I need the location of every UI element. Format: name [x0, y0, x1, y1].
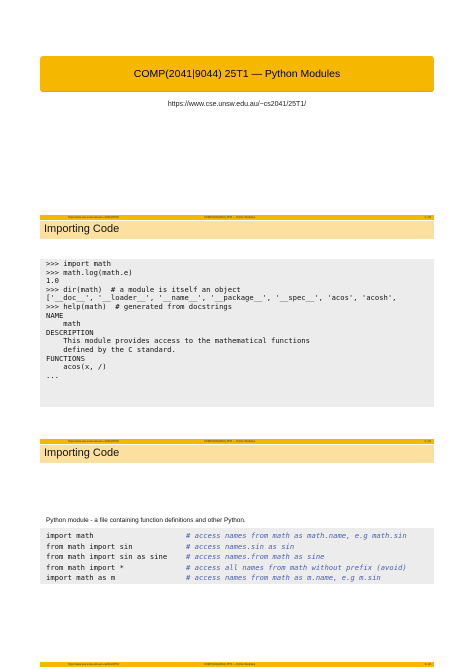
slide-header-strip — [40, 215, 434, 220]
import-row — [46, 552, 432, 563]
import-row — [46, 563, 432, 574]
title-banner — [40, 56, 434, 91]
slide-heading: Importing Code — [44, 447, 120, 459]
strip-page-number: 2 / 22 — [424, 440, 431, 443]
document-title: COMP(2041|9044) 25T1 — Python Modules — [133, 67, 341, 80]
code-line: >>> import math — [46, 259, 111, 268]
import-comment: # access names.sin as sin — [186, 541, 295, 551]
code-line: >>> help(math) # generated from docstrings — [46, 301, 233, 311]
slide-header-strip — [40, 662, 434, 667]
slide-heading-bar — [40, 221, 434, 239]
strip-page-number: 1 / 22 — [424, 216, 431, 219]
import-code: from math import sin — [46, 541, 133, 551]
import-comment: # access names.from math as sine — [186, 552, 325, 561]
module-definition-text: Python module - a file containing function definitions and other Python. — [46, 517, 246, 524]
code-line: DESCRIPTION — [46, 327, 94, 337]
code-line: ['__doc__', '__loader__', '__name__', '__package__', '__spec__', 'acos', 'acosh', — [46, 293, 397, 303]
code-line: ... — [46, 370, 59, 380]
code-line: math — [46, 319, 81, 329]
strip-url[interactable]: https://www.cse.unsw.edu.au/~cs2041/25T1/ — [68, 216, 120, 219]
import-code: import math — [46, 531, 94, 540]
import-comment: # access names from math as m.name, e.g m.sin — [186, 573, 381, 582]
code-block — [40, 259, 434, 407]
import-code: from math import * — [46, 562, 124, 572]
strip-title: COMP(2041|9044) 25T1 — Python Modules — [204, 663, 255, 666]
code-line: >>> math.log(math.e) — [46, 267, 133, 277]
import-code: import math as m — [46, 573, 116, 582]
import-comment: # access names from math as math.name, e.g math.sin — [186, 531, 407, 540]
import-row — [46, 542, 432, 553]
import-code: from math import sin as sine — [46, 552, 168, 561]
import-row — [46, 573, 432, 584]
course-url[interactable]: https://www.cse.unsw.edu.au/~cs2041/25T1/ — [167, 101, 307, 108]
import-row — [46, 531, 432, 542]
slide-heading-bar — [40, 445, 434, 463]
strip-url[interactable]: https://www.cse.unsw.edu.au/~cs2041/25T1/ — [68, 440, 120, 443]
strip-page-number: 3 / 22 — [424, 663, 431, 666]
code-line: defined by the C standard. — [46, 344, 176, 354]
slide-heading: Importing Code — [44, 223, 120, 235]
strip-title: COMP(2041|9044) 25T1 — Python Modules — [204, 440, 255, 443]
strip-url[interactable]: https://www.cse.unsw.edu.au/~cs2041/25T1/ — [68, 663, 120, 666]
code-line: This module provides access to the mathematical functions — [46, 336, 310, 346]
code-line: >>> dir(math) # a module is itself an object — [46, 284, 241, 294]
code-line: acos(x, /) — [46, 362, 107, 372]
slide-header-strip — [40, 439, 434, 444]
code-line: 1.0 — [46, 276, 59, 286]
strip-title: COMP(2041|9044) 25T1 — Python Modules — [204, 216, 255, 219]
code-line: NAME — [46, 310, 64, 320]
import-comment: # access all names from math without prefix (avoid) — [186, 562, 407, 572]
code-line: FUNCTIONS — [46, 353, 85, 363]
